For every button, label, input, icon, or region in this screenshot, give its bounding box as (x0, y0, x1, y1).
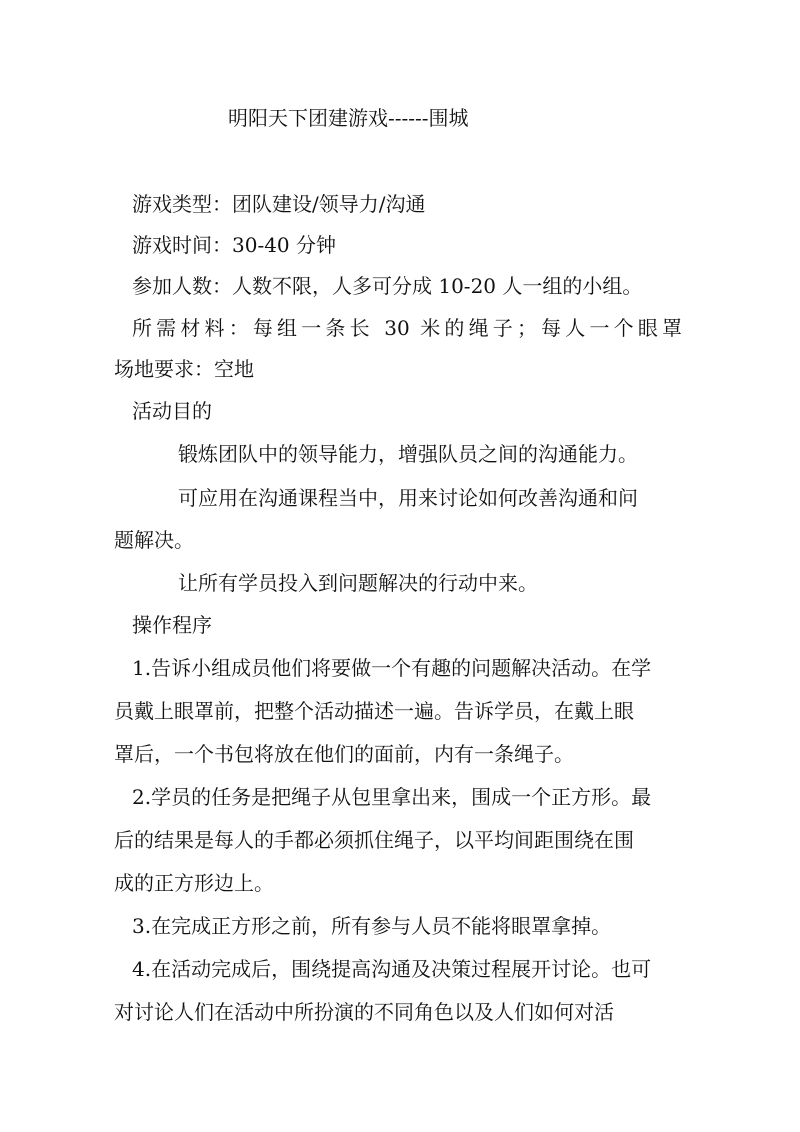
purpose-paragraph-3: 让所有学员投入到问题解决的行动中来。 (178, 571, 538, 595)
participant-count: 参加人数：人数不限，人多可分成 10-20 人一组的小组。 (132, 274, 643, 298)
procedure-step-2-line-3: 成的正方形边上。 (114, 871, 274, 895)
game-type: 游戏类型：团队建设/领导力/沟通 (132, 192, 426, 216)
procedure-step-4-line-2: 对讨论人们在活动中所扮演的不同角色以及人们如何对活 (114, 1000, 614, 1024)
document-title: 明阳天下团建游戏------围城 (228, 106, 469, 130)
procedure-step-4-line-1: 4.在活动完成后，围绕提高沟通及决策过程展开讨论。也可 (132, 957, 652, 981)
venue-requirement: 场地要求：空地 (114, 357, 254, 381)
procedure-step-1-line-1: 1.告诉小组成员他们将要做一个有趣的问题解决活动。在学 (132, 656, 652, 680)
purpose-paragraph-2-line-1: 可应用在沟通课程当中，用来讨论如何改善沟通和问 (178, 486, 638, 510)
purpose-heading: 活动目的 (132, 399, 212, 423)
required-materials: 所需材料：每组一条长 30 米的绳子；每人一个眼罩 (132, 316, 682, 340)
procedure-step-1-line-2: 员戴上眼罩前，把整个活动描述一遍。告诉学员，在戴上眼 (114, 699, 634, 723)
procedure-heading: 操作程序 (132, 613, 212, 637)
game-duration: 游戏时间：30-40 分钟 (132, 233, 337, 257)
procedure-step-2-line-1: 2.学员的任务是把绳子从包里拿出来，围成一个正方形。最 (132, 785, 652, 809)
procedure-step-3-line-1: 3.在完成正方形之前，所有参与人员不能将眼罩拿掉。 (132, 914, 612, 938)
purpose-paragraph-2-line-2: 题解决。 (114, 528, 194, 552)
procedure-step-2-line-2: 后的结果是每人的手都必须抓住绳子，以平均间距围绕在围 (114, 828, 634, 852)
purpose-paragraph-1: 锻炼团队中的领导能力，增强队员之间的沟通能力。 (178, 442, 638, 466)
procedure-step-1-line-3: 罩后，一个书包将放在他们的面前，内有一条绳子。 (114, 742, 574, 766)
